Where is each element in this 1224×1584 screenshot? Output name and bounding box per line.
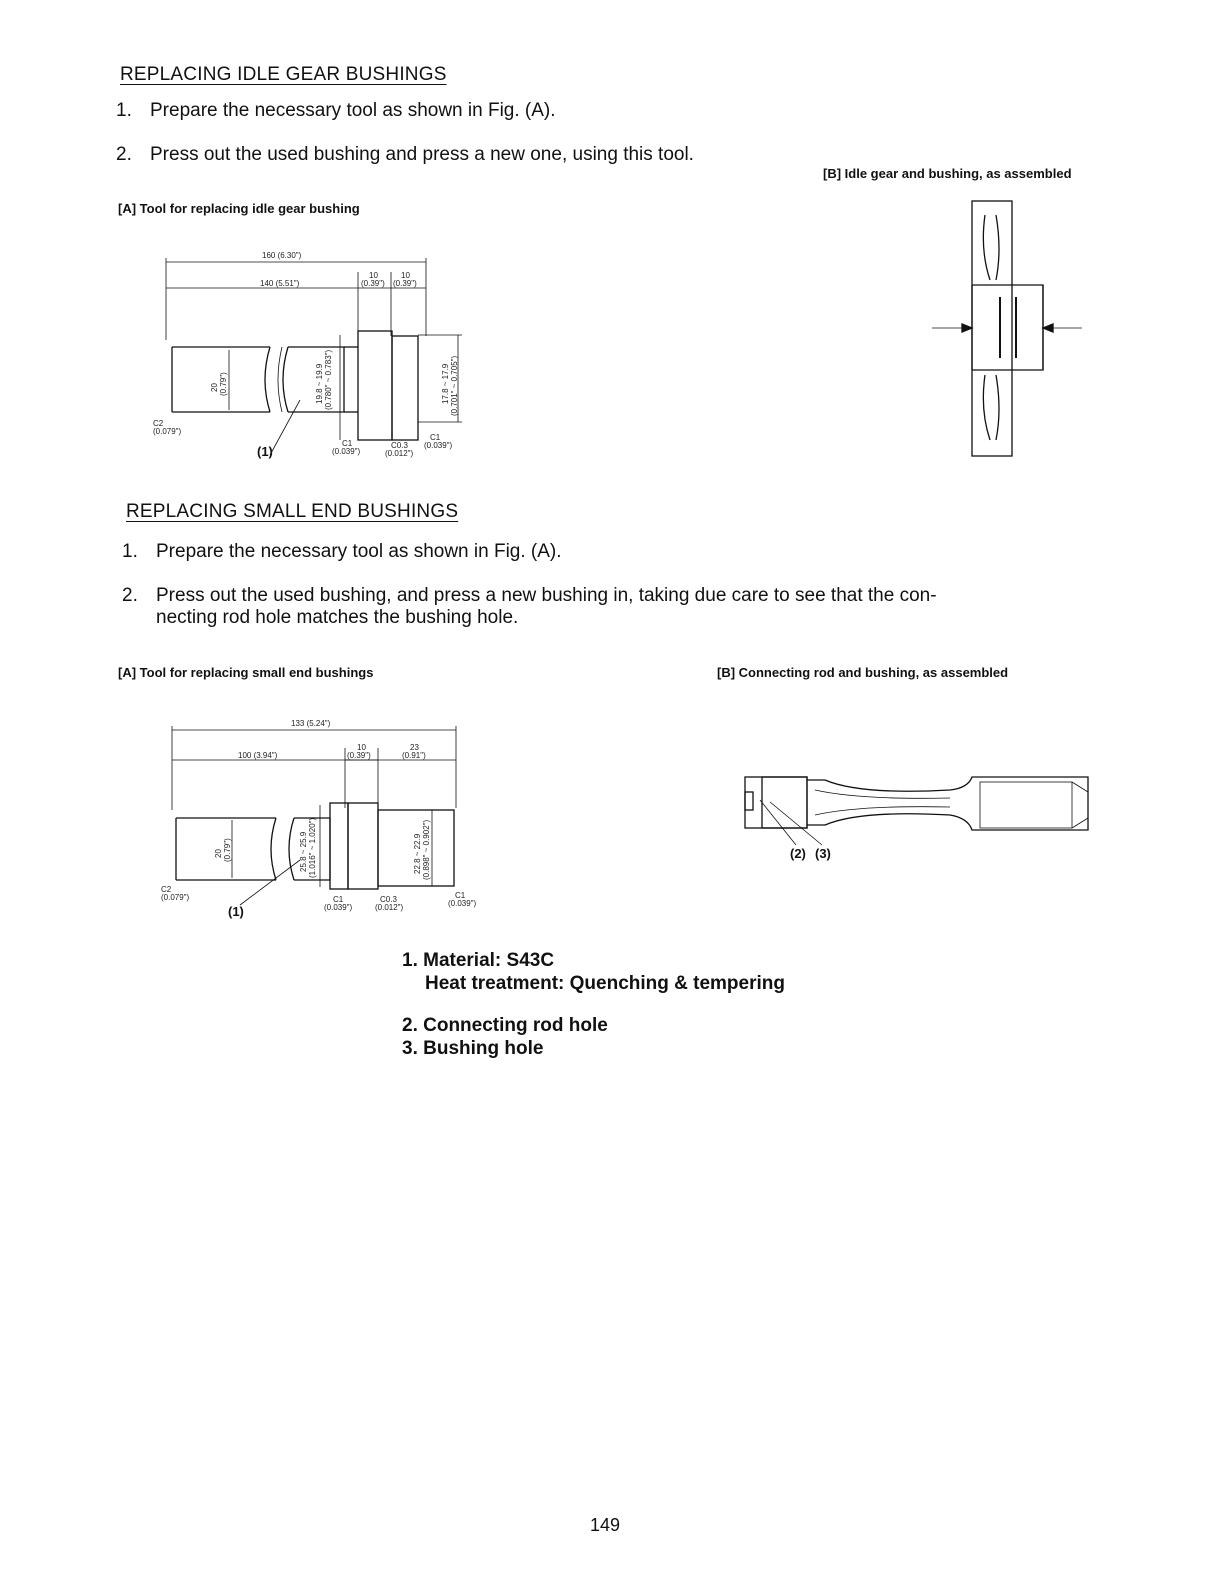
step-2: 2. Press out the used bushing and press a new one, using this tool. xyxy=(116,144,694,165)
figure-a-caption: [A] Tool for replacing small end bushings xyxy=(118,665,374,680)
note-1: 1. Material: S43C Heat treatment: Quenching & tempering xyxy=(402,950,785,994)
dim-c1b-in: (0.039") xyxy=(424,441,453,450)
ref-3: (3) xyxy=(815,846,831,861)
dim-c03: C0.3 xyxy=(380,895,397,904)
dim-seg1-in: (0.39") xyxy=(361,279,385,288)
dim-c2-in: (0.079") xyxy=(161,893,190,902)
dim-seg1: 10 xyxy=(369,271,378,280)
dim-seg2-in: (0.39") xyxy=(393,279,417,288)
ref-1: (1) xyxy=(257,444,273,459)
figure-a-caption: [A] Tool for replacing idle gear bushing xyxy=(118,201,360,216)
note-3: 3. Bushing hole xyxy=(402,1038,544,1059)
ref-1: (1) xyxy=(228,904,244,919)
dim-seg1: 10 xyxy=(357,743,366,752)
dim-shaft: 100 (3.94") xyxy=(238,751,278,760)
dim-dia-mid: 25.8 ~ 25.9 xyxy=(299,831,308,872)
dim-dia-mid-in: (1.016" ~ 1.020") xyxy=(308,817,317,878)
dim-dia-small-in: (0.79") xyxy=(223,838,232,862)
dim-seg2-in: (0.91") xyxy=(402,751,426,760)
dim-c2: C2 xyxy=(161,885,172,894)
connecting-rod-drawing xyxy=(745,777,1088,845)
dim-c1b-in: (0.039") xyxy=(448,899,477,908)
dim-dia-pilot: 17.8 ~ 17.9 xyxy=(441,363,450,404)
dim-c1b: C1 xyxy=(455,891,466,900)
page-number: 149 xyxy=(590,1515,621,1535)
dim-c1a: C1 xyxy=(333,895,344,904)
dim-seg1-in: (0.39") xyxy=(347,751,371,760)
dim-seg2: 10 xyxy=(401,271,410,280)
step-1: 1. Prepare the necessary tool as shown in Fig. (A). xyxy=(122,541,562,562)
dim-dia-small: 20 xyxy=(214,849,223,858)
note-2: 2. Connecting rod hole xyxy=(402,1015,608,1036)
section-heading-idle-gear: REPLACING IDLE GEAR BUSHINGS xyxy=(120,64,447,85)
dim-c1a: C1 xyxy=(342,439,353,448)
step-2: 2. Press out the used bushing, and press a new bushing in, taking due care to see that the con- necting rod hole matches the bushing hole. xyxy=(122,585,937,628)
dim-dia-pilot: 22.8 ~ 22.9 xyxy=(413,833,422,874)
dim-c2-in: (0.079") xyxy=(153,427,182,436)
dim-overall: 133 (5.24") xyxy=(291,719,331,728)
dim-c1a-in: (0.039") xyxy=(324,903,353,912)
dim-dia-small: 20 xyxy=(210,383,219,392)
dim-dia-pilot-in: (0.701" ~ 0.705") xyxy=(450,355,459,416)
ref-2: (2) xyxy=(790,846,806,861)
dim-c03-in: (0.012") xyxy=(375,903,404,912)
dim-c1a-in: (0.039") xyxy=(332,447,361,456)
dim-c03-in: (0.012") xyxy=(385,449,414,458)
dim-overall: 160 (6.30") xyxy=(262,251,302,260)
dim-c2: C2 xyxy=(153,419,164,428)
step-1: 1. Prepare the necessary tool as shown in Fig. (A). xyxy=(116,100,556,121)
dim-seg2: 23 xyxy=(410,743,419,752)
dim-dia-pilot-in: (0.898" ~ 0.902") xyxy=(422,819,431,880)
figure-b-caption: [B] Connecting rod and bushing, as assembled xyxy=(717,665,1009,680)
figure-b-caption: [B] Idle gear and bushing, as assembled xyxy=(823,166,1072,181)
section-heading-small-end: REPLACING SMALL END BUSHINGS xyxy=(126,501,459,522)
dim-c1b: C1 xyxy=(430,433,441,442)
dim-dia-small-in: (0.79") xyxy=(219,372,228,396)
dim-c03: C0.3 xyxy=(391,441,408,450)
dim-shaft: 140 (5.51") xyxy=(260,279,300,288)
dim-dia-mid-in: (0.780" ~ 0.783") xyxy=(324,349,333,410)
dim-dia-mid: 19.8 ~ 19.9 xyxy=(315,363,324,404)
